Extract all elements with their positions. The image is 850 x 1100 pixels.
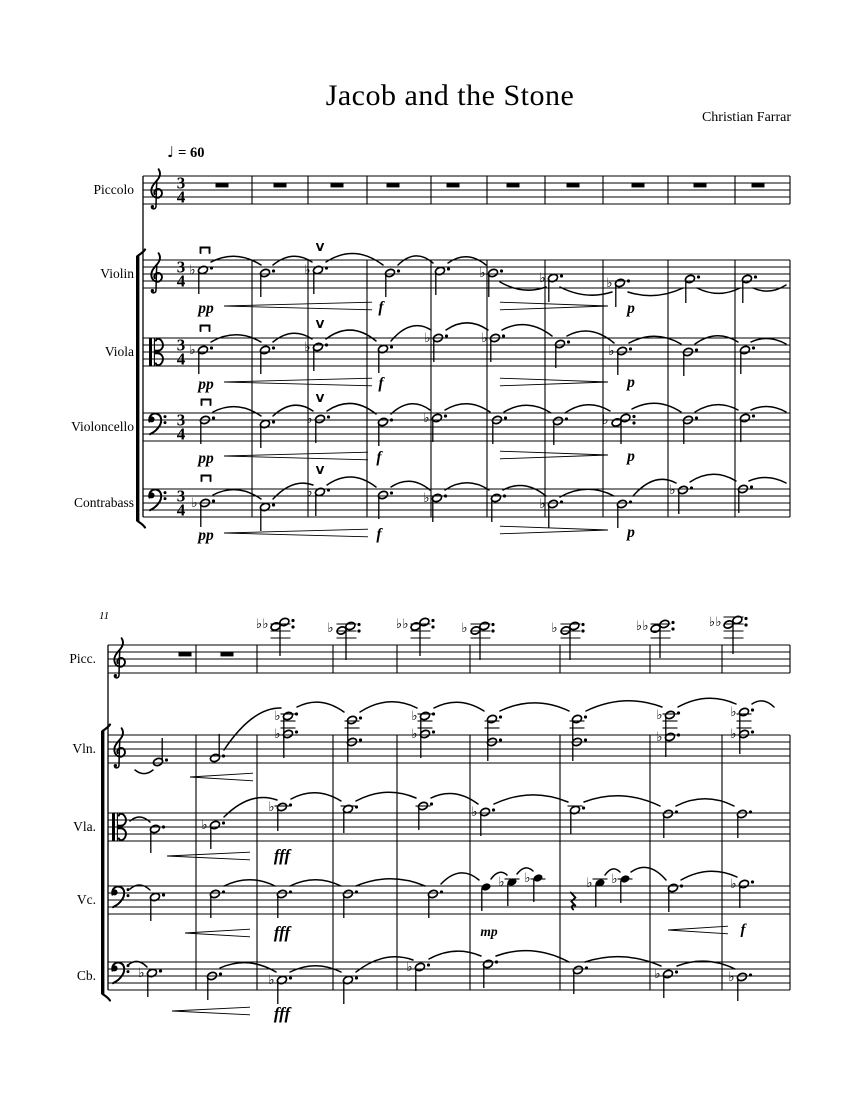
notation-text: 4	[176, 424, 186, 444]
dynamic-f: f	[376, 449, 382, 466]
instrument-label-violoncello: Violoncello	[71, 419, 134, 434]
notation-text: ♭	[669, 483, 676, 498]
notation-text: ♭	[138, 966, 145, 981]
notation-text: ♭	[411, 709, 418, 724]
notation-text: ♭	[461, 621, 468, 636]
notation-text: ♭	[728, 970, 735, 985]
notation-text: ♭	[274, 727, 281, 742]
instrument-label-vla-abbr: Vla.	[73, 819, 96, 834]
notation-text: 3	[176, 173, 186, 193]
notation-text: ♭	[262, 617, 269, 632]
dynamic-p: p	[627, 524, 635, 541]
notation-text: V	[315, 241, 325, 254]
notation-text: ♭	[730, 877, 737, 892]
notation-text: ♭	[423, 491, 430, 506]
notation-text: 4	[176, 349, 186, 369]
tempo-note-icon: ♩	[167, 143, 175, 161]
notation-text: V	[315, 392, 325, 405]
notation-text: ♭	[189, 263, 196, 278]
notation-text: 4	[176, 500, 186, 520]
notation-text: ♭	[608, 344, 615, 359]
notation-text: ♭	[423, 411, 430, 426]
notation-text: ♭	[201, 818, 208, 833]
notation-text: ♭	[402, 617, 409, 632]
dynamic-p: p	[627, 448, 635, 465]
notation-text: 4	[176, 187, 186, 207]
notation-text: ♭	[730, 705, 737, 720]
notation-text: 3	[176, 410, 186, 430]
dynamic-pp: pp	[198, 450, 214, 467]
instrument-label-cb-abbr: Cb.	[76, 968, 96, 983]
notation-text: V	[315, 464, 325, 477]
instrument-label-violin: Violin	[100, 266, 134, 281]
notation-text: ♭	[255, 617, 263, 632]
notation-text: ♭	[715, 615, 722, 630]
notation-text: ♭	[656, 708, 663, 723]
dynamic-pp: pp	[198, 376, 214, 393]
instrument-label-picc-abbr: Picc.	[69, 651, 96, 666]
notation-text: 4	[176, 271, 186, 291]
notation-text: ♭	[642, 619, 649, 634]
notation-text: ♭	[306, 412, 313, 427]
composer-name: Christian Farrar	[701, 110, 791, 125]
dynamic-f: f	[378, 299, 384, 316]
notation-text: ♭	[189, 343, 196, 358]
dynamic-pp: pp	[198, 527, 214, 544]
measure-number: 11	[99, 610, 110, 622]
dynamic-mp: mp	[480, 924, 498, 939]
notation-text: ♭	[539, 271, 546, 286]
notation-text: ♭	[268, 800, 275, 815]
notation-text: ♭	[730, 727, 737, 742]
notation-text: ♭	[406, 960, 413, 975]
score-title: Jacob and the Stone	[325, 79, 575, 112]
notation-text: ♭	[411, 727, 418, 742]
notation-text: ♭	[304, 340, 311, 355]
dynamic-fff: fff	[273, 1004, 291, 1023]
tempo-value: = 60	[178, 145, 205, 161]
notation-text: ♭	[274, 709, 281, 724]
notation-text: ♭	[524, 871, 531, 886]
notation-text: ♭	[656, 730, 663, 745]
instrument-label-vln-abbr: Vln.	[72, 741, 96, 756]
notation-text: ♭	[395, 617, 403, 632]
notation-text: ♭	[327, 621, 334, 636]
dynamic-f: f	[740, 922, 746, 938]
notation-text: ♭	[602, 413, 609, 428]
instrument-label-viola: Viola	[104, 344, 134, 359]
notation-text: ♭	[481, 331, 488, 346]
notation-text: ♭	[611, 872, 618, 887]
dynamic-p: p	[627, 374, 635, 391]
dynamic-p: p	[627, 300, 635, 317]
notation-text: ♭	[304, 263, 311, 278]
instrument-label-contrabass: Contrabass	[74, 495, 134, 510]
notation-text: ♭	[424, 331, 431, 346]
notation-text: ♭	[635, 619, 643, 634]
dynamic-fff: fff	[273, 846, 291, 865]
dynamic-pp: pp	[198, 300, 214, 317]
notation-text: ♭	[654, 967, 661, 982]
notation-text: ♭	[586, 876, 593, 891]
notation-text: ♭	[479, 266, 486, 281]
notation-text: ♭	[268, 973, 275, 988]
dynamic-fff: fff	[273, 923, 291, 942]
notation-text: 3	[176, 486, 186, 506]
instrument-label-piccolo: Piccolo	[93, 182, 134, 197]
notation-text: ♭	[551, 621, 558, 636]
notation-text: 3	[176, 335, 186, 355]
notation-text: ♭	[498, 875, 505, 890]
notation-text: ♭	[471, 805, 478, 820]
dynamic-f: f	[378, 375, 384, 392]
notation-text: ♭	[306, 485, 313, 500]
instrument-label-vc-abbr: Vc.	[76, 892, 96, 907]
notation-text: ♭	[708, 615, 716, 630]
notation-text: 3	[176, 257, 186, 277]
notation-text: ♭	[539, 497, 546, 512]
notation-text: ♭	[191, 496, 198, 511]
notation-text: V	[315, 318, 325, 331]
dynamic-f: f	[376, 526, 382, 543]
notation-text: ♭	[606, 276, 613, 291]
